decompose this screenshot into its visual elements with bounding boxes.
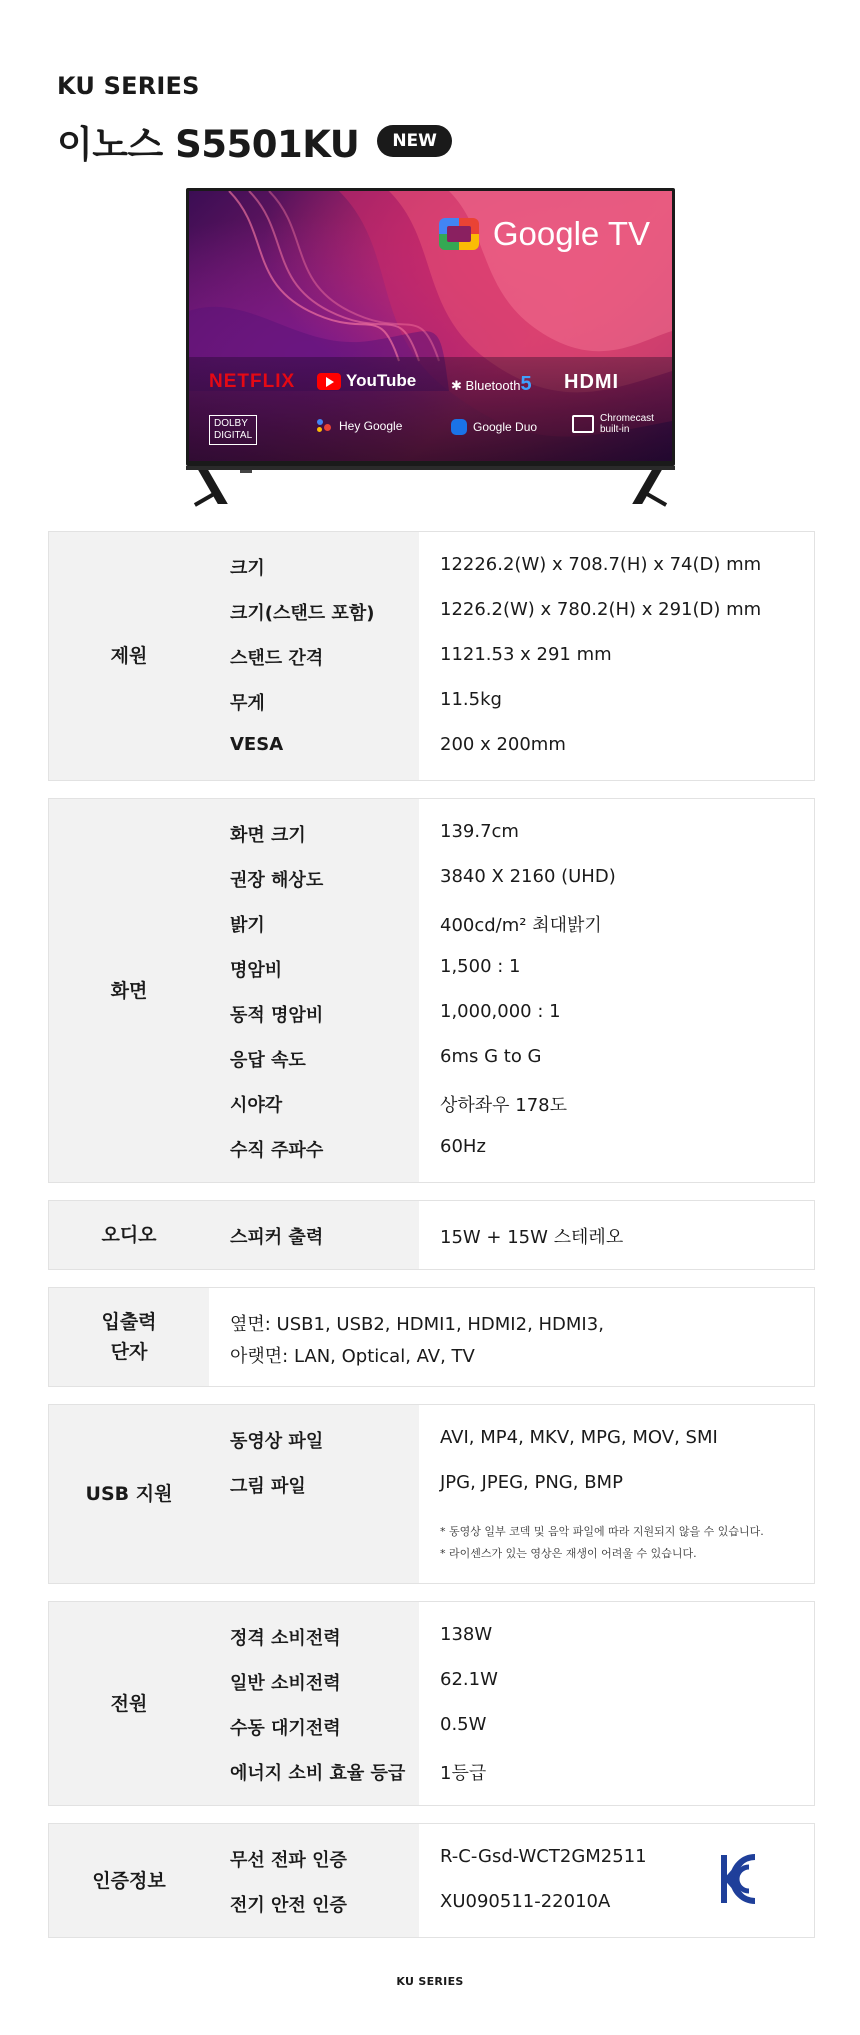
spec-value: 1,500 : 1 <box>440 956 521 977</box>
spec-label: 스탠드 간격 <box>230 648 324 669</box>
spec-label: 화면 크기 <box>230 825 306 846</box>
hey-google-logo <box>317 419 402 433</box>
spec-value: 6ms G to G <box>440 1046 542 1067</box>
section-title-line-2: 단자 <box>110 1341 148 1363</box>
chromecast-line-1: Chromecast <box>600 413 654 424</box>
spec-value: 15W + 15W 스테레오 <box>440 1227 624 1248</box>
spec-value: 62.1W <box>440 1669 498 1690</box>
spec-label: 크기(스탠드 포함) <box>230 603 375 624</box>
label-column <box>209 1405 419 1583</box>
google-assistant-icon <box>317 419 333 433</box>
spec-label: 응답 속도 <box>230 1050 306 1071</box>
spec-label: 그림 파일 <box>230 1476 306 1497</box>
google-tv-logo <box>439 215 650 253</box>
spec-value: 60Hz <box>440 1136 486 1157</box>
netflix-logo: NETFLIX <box>209 371 296 392</box>
label-column <box>209 1824 419 1937</box>
spec-label: 권장 해상도 <box>230 870 324 891</box>
spec-value: 200 x 200mm <box>440 734 566 755</box>
hey-google-text: Hey Google <box>339 419 403 433</box>
section-title: 오디오 <box>49 1201 209 1269</box>
io-ports <box>209 1288 814 1386</box>
spec-section-usb <box>48 1404 815 1584</box>
spec-value: R-C-Gsd-WCT2GM2511 <box>440 1846 647 1867</box>
spec-value: 0.5W <box>440 1714 487 1735</box>
google-duo-text: Google Duo <box>473 420 538 434</box>
tv-screen <box>186 188 675 466</box>
chromecast-icon <box>572 415 594 433</box>
tv-sensor <box>240 470 252 473</box>
youtube-play-icon <box>317 373 341 390</box>
bluetooth-text: Bluetooth <box>465 378 521 393</box>
spec-label: 수동 대기전력 <box>230 1718 341 1739</box>
value-column <box>419 799 814 1182</box>
chromecast-logo <box>572 413 654 435</box>
tv-bottom-bezel <box>186 466 675 470</box>
spec-label: 전기 안전 인증 <box>230 1895 347 1916</box>
usb-note: * 라이센스가 있는 영상은 재생이 어려울 수 있습니다. <box>440 1547 697 1560</box>
feature-logos <box>189 357 672 461</box>
hdmi-logo: HDMI <box>564 371 620 393</box>
spec-section-screen <box>48 798 815 1183</box>
spec-label: 크기 <box>230 558 265 579</box>
spec-label: 정격 소비전력 <box>230 1628 341 1649</box>
section-title <box>49 1288 209 1386</box>
spec-label: 시야각 <box>230 1095 283 1116</box>
spec-label: 동영상 파일 <box>230 1431 324 1452</box>
product-header <box>57 72 452 168</box>
label-column <box>209 799 419 1182</box>
google-tv-text: Google TV <box>492 215 650 252</box>
label-column <box>209 1201 419 1269</box>
value-column <box>419 532 814 780</box>
spec-section-audio <box>48 1200 815 1270</box>
io-port-line: 옆면: USB1, USB2, HDMI1, HDMI2, HDMI3, <box>230 1314 604 1335</box>
spec-label: 명암비 <box>230 960 283 981</box>
usb-note: * 동영상 일부 코덱 및 음악 파일에 따라 지원되지 않을 수 있습니다. <box>440 1525 764 1538</box>
google-duo-icon <box>451 419 467 435</box>
spec-label: 수직 주파수 <box>230 1140 324 1161</box>
spec-value: 1,000,000 : 1 <box>440 1001 561 1022</box>
spec-value: 400cd/m² 최대밝기 <box>440 915 602 936</box>
bluetooth-version: 5 <box>520 373 532 395</box>
spec-section-power <box>48 1601 815 1806</box>
io-port-line: 아랫면: LAN, Optical, AV, TV <box>230 1346 475 1367</box>
value-column <box>419 1405 814 1583</box>
section-title: 전원 <box>49 1602 209 1805</box>
product-title: 이노스 S5501KU <box>57 123 360 166</box>
tv-product-image <box>186 188 675 498</box>
spec-label: VESA <box>230 734 284 755</box>
spec-value: 12226.2(W) x 708.7(H) x 74(D) mm <box>440 554 762 575</box>
chromecast-line-2: built-in <box>600 424 630 435</box>
spec-label: 무게 <box>230 693 265 714</box>
section-title: USB 지원 <box>49 1405 209 1583</box>
spec-value: 1226.2(W) x 780.2(H) x 291(D) mm <box>440 599 762 620</box>
chromecast-text <box>600 413 654 435</box>
section-title: 제원 <box>49 532 209 780</box>
spec-value: XU090511-22010A <box>440 1891 611 1912</box>
spec-value: 상하좌우 178도 <box>440 1095 568 1116</box>
value-column <box>419 1824 814 1937</box>
spec-value: 1121.53 x 291 mm <box>440 644 612 665</box>
spec-label: 무선 전파 인증 <box>230 1850 347 1871</box>
series-name: KU SERIES <box>57 72 200 100</box>
spec-section-certification <box>48 1823 815 1938</box>
label-column <box>209 532 419 780</box>
value-column <box>419 1602 814 1805</box>
spec-value: AVI, MP4, MKV, MPG, MOV, SMI <box>440 1427 718 1448</box>
spec-value: 139.7cm <box>440 821 519 842</box>
dolby-top-text: DOLBY <box>214 418 248 429</box>
spec-label: 밝기 <box>230 915 265 936</box>
spec-label: 일반 소비전력 <box>230 1673 341 1694</box>
new-badge: NEW <box>377 125 452 157</box>
title-row <box>57 114 452 168</box>
dolby-digital-logo <box>209 415 257 445</box>
spec-value: JPG, JPEG, PNG, BMP <box>440 1472 623 1493</box>
section-title: 인증정보 <box>49 1824 209 1937</box>
section-title-line-1: 입출력 <box>101 1311 157 1333</box>
value-column <box>419 1201 814 1269</box>
spec-label: 스피커 출력 <box>230 1227 324 1248</box>
google-tv-icon <box>439 218 479 250</box>
spec-label: 에너지 소비 효율 등급 <box>230 1763 406 1784</box>
label-column <box>209 1602 419 1805</box>
spec-section-dimensions <box>48 531 815 781</box>
footer-series: KU SERIES <box>396 1975 464 1988</box>
bluetooth-logo <box>451 373 532 396</box>
section-title: 화면 <box>49 799 209 1182</box>
youtube-text: YouTube <box>346 371 417 390</box>
kc-certification-icon <box>719 1851 757 1907</box>
spec-label: 동적 명암비 <box>230 1005 324 1026</box>
bluetooth-icon: ✱ <box>451 378 462 393</box>
spec-value: 138W <box>440 1624 493 1645</box>
spec-value: 1등급 <box>440 1763 487 1784</box>
google-duo-logo <box>451 419 537 435</box>
spec-value: 3840 X 2160 (UHD) <box>440 866 616 887</box>
spec-value: 11.5kg <box>440 689 502 710</box>
tv-screen-display <box>189 191 672 461</box>
spec-section-io <box>48 1287 815 1387</box>
dolby-bottom-text: DIGITAL <box>214 430 253 441</box>
youtube-logo <box>317 371 416 391</box>
